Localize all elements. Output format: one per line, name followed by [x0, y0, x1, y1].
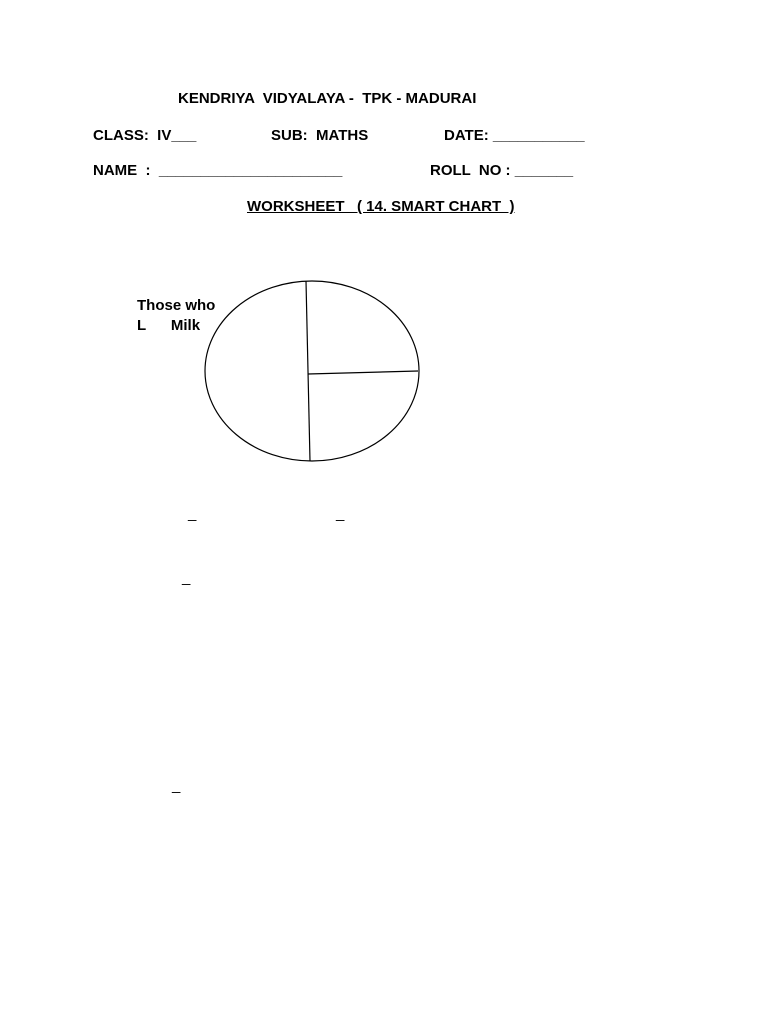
pie-divider-vertical [306, 281, 310, 461]
school-name: KENDRIYA VIDYALAYA - TPK - MADURAI [178, 90, 477, 107]
pie-label-line1: Those who [137, 297, 216, 314]
answer-blank-2: _ [336, 505, 345, 522]
pie-chart [200, 278, 424, 468]
answer-blank-3: _ [182, 569, 191, 586]
pie-divider-horizontal [308, 371, 418, 374]
roll-number-field: ROLL NO : _______ [430, 162, 574, 179]
answer-blank-4: _ [172, 777, 181, 794]
pie-outline [205, 281, 419, 461]
name-field: NAME : ______________________ [93, 162, 343, 179]
worksheet-title: WORKSHEET ( 14. SMART CHART ) [247, 198, 515, 215]
date-field: DATE: ___________ [444, 127, 585, 144]
class-field: CLASS: IV___ [93, 127, 197, 144]
pie-label-line2: L Milk [137, 317, 201, 334]
answer-blank-1: _ [188, 505, 197, 522]
subject-field: SUB: MATHS [271, 127, 369, 144]
